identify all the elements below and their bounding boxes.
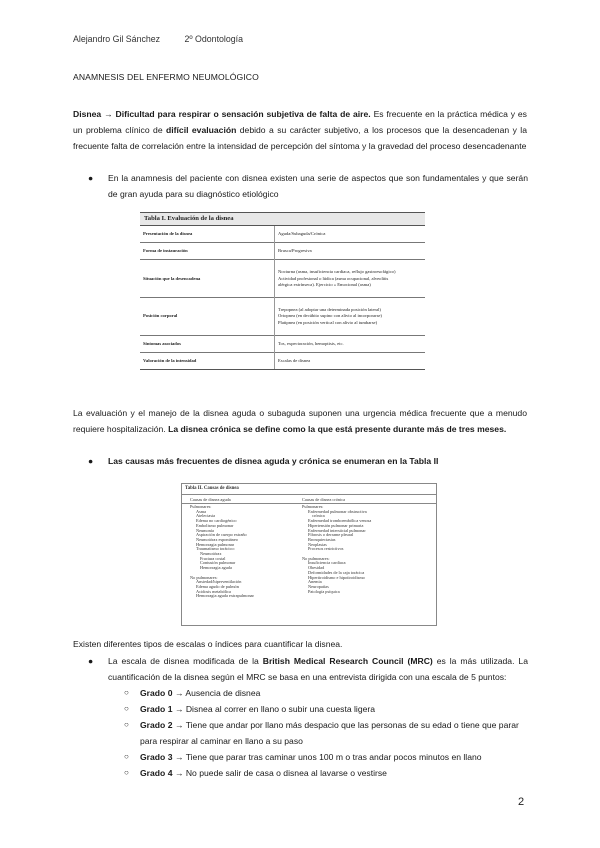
row-value: [275, 298, 426, 336]
dyspnea-term: Disnea → Dificultad para respirar o sensación subjetiva de falta de aire.: [73, 109, 371, 119]
bullet-list-3: [88, 653, 528, 781]
page-number: 2: [518, 796, 525, 808]
row-label: Situación que la desencadena: [140, 260, 275, 298]
cause-item: Fractura costal: [200, 555, 226, 561]
row-value: [275, 353, 426, 370]
cause-item: Edema agudo de pulmón: [196, 583, 239, 589]
sub-bullet-icon: ○: [124, 752, 129, 761]
scales-paragraph: Existen diferentes tipos de escalas o índices para cuantificar la disnea.: [73, 639, 343, 649]
mrc-grade-list: [108, 685, 528, 781]
grade-label: Grado 3: [140, 752, 173, 762]
cause-item: Contusión pulmonar: [200, 560, 236, 566]
cause-item: Enfermedad pulmonar obstructiva: [308, 508, 367, 514]
mrc-grade-item: [108, 765, 528, 781]
cause-item: Traumatismo torácico:: [196, 546, 235, 552]
evaluation-table: [140, 212, 425, 370]
paragraph-text: Es frecuente en la práctica médica y es un problema clínico de: [73, 109, 527, 135]
row-value: [275, 226, 426, 243]
cause-item: Bronquiectasias: [308, 536, 336, 542]
paragraph-text: debido a su carácter subjetivo, a los procesos que la desencadenan y la frecuente falta de correlación entre la intensidad de percepción del síntoma y la gravedad del proceso desencadenante: [73, 125, 527, 151]
cause-item: Enfermedad intersticial pulmonar: [308, 527, 366, 533]
table-row: [140, 243, 425, 260]
cause-item: Acidosis metabólica: [196, 588, 231, 594]
cause-item: Neuropatías: [308, 583, 329, 589]
chronic-causes-column: [302, 505, 371, 594]
column-header-chronic: Causas de disnea crónica: [302, 496, 346, 502]
bullet-text: La escala de disnea modificada de la: [108, 656, 263, 666]
dyspnea-definition-paragraph: [73, 106, 527, 154]
bullet-icon: ●: [88, 656, 94, 666]
grade-label: Grado 1: [140, 704, 173, 714]
row-label: Forma de instauración: [140, 243, 275, 260]
bullet-list-1: [88, 170, 528, 202]
mrc-grade-item: [108, 749, 528, 765]
cause-item: Deformidades de la caja torácica: [308, 569, 365, 575]
cause-item: Neumotórax: [200, 551, 222, 557]
cause-item: Neumonía: [196, 527, 214, 533]
grade-description: → Disnea al correr en llano o subir una cuesta ligera: [172, 704, 376, 714]
table-row: [140, 353, 425, 370]
row-value-line: Escalas de disnea: [278, 357, 311, 363]
grade-description: → No puede salir de casa o disnea al lavarse o vestirse: [172, 768, 387, 778]
row-value-line: Nocturna (asma, insuficiencia cardiaca, reflujo gastroesofágico): [278, 269, 396, 275]
bullet-icon: ●: [88, 173, 94, 183]
row-value: [275, 243, 426, 260]
acute-causes-column: [190, 505, 254, 599]
bullet-list-2: [88, 453, 528, 469]
row-label: Síntomas asociados: [140, 336, 275, 353]
grade-label: Grado 0: [140, 688, 173, 698]
cause-item: Pulmonares:: [190, 504, 212, 509]
acute-chronic-paragraph: [73, 405, 527, 437]
mrc-grade-item: [108, 717, 528, 749]
row-value: [275, 336, 426, 353]
row-value-line: Aguda/Subaguda/Crónica: [278, 231, 326, 237]
table-row: [140, 226, 425, 243]
cause-item: Hemorragia aguda: [200, 565, 232, 571]
cause-item: Edema no cardiogénico: [196, 518, 237, 524]
row-value: [275, 260, 426, 298]
bullet-text: Las causas más frecuentes de disnea aguda y crónica se enumeran en la Tabla II: [108, 456, 439, 466]
mrc-grade-item: [108, 685, 528, 701]
cause-item: Anemia: [308, 579, 322, 585]
cause-item: Neoplasias: [308, 541, 327, 547]
page-header: [73, 34, 265, 44]
cause-item: Enfermedad tromboembólica venosa: [308, 518, 372, 524]
bullet-text: es la más utilizada. La cuantificación de la disnea según el MRC se basa en una entrevista dirigida con una escala de 5 puntos:: [108, 656, 528, 682]
row-value-line: Actividad profesional o lúdica (asma ocupacional, alveolitis: [278, 275, 389, 281]
row-label: Presentación de la disnea: [140, 226, 275, 243]
cause-item: No pulmonares:: [190, 574, 218, 580]
section-title: ANAMNESIS DEL ENFERMO NEUMOLÓGICO: [73, 72, 259, 82]
cause-item: Pulmonares:: [302, 504, 324, 509]
cause-item: Atelectasia: [196, 513, 216, 519]
cause-item: No pulmonares:: [302, 555, 330, 561]
table-caption: Tabla I. Evaluación de la disnea: [140, 213, 425, 226]
bold-phrase: difícil evaluación: [166, 125, 237, 135]
bullet-text: En la anamnesis del paciente con disnea existen una serie de aspectos que son fundamentales y que serán de gran ayuda para su diagnóstico etiológico: [108, 173, 528, 199]
cause-item: Hemorragia aguda extrapulmonar: [196, 593, 254, 599]
bullet-icon: ●: [88, 456, 94, 466]
cause-item: Insuficiencia cardiaca: [308, 560, 346, 566]
cause-item: Hipertensión pulmonar primaria: [308, 522, 364, 528]
grade-description: → Tiene que andar por llano más despacio que las personas de su edad o tiene que parar para respirar al caminar en llano a su paso: [140, 720, 519, 746]
cause-item: Procesos restrictivos: [308, 546, 344, 552]
table-header-row: [182, 494, 436, 504]
sub-bullet-icon: ○: [124, 720, 129, 729]
sub-bullet-icon: ○: [124, 704, 129, 713]
grade-description: → Ausencia de disnea: [172, 688, 261, 698]
column-header-acute: Causas de disnea aguda: [190, 496, 231, 502]
paragraph-text: La evaluación y el manejo de la disnea aguda o subaguda suponen una urgencia médica frecuente que a menudo requiere hospitalización.: [73, 408, 527, 434]
cause-item: Ansiedad/hiperventilación: [196, 579, 242, 585]
row-value-line: Ortopnea (en decúbito supino con alivio al incorporarse): [278, 313, 382, 319]
mrc-grade-item: [108, 701, 528, 717]
causes-table: [181, 483, 437, 626]
row-value-line: Brusca/Progresiva: [278, 248, 312, 254]
author-name: Alejandro Gil Sánchez: [73, 34, 161, 44]
row-label: Posición corporal: [140, 298, 275, 336]
table-row: [140, 298, 425, 336]
chronic-definition: La disnea crónica se define como la que está presente durante más de tres meses.: [168, 424, 507, 434]
cause-item: Hipertiroidismo e hipotiroidismo: [308, 574, 365, 580]
cause-item: Aspiración de cuerpo extraño: [196, 532, 247, 538]
cause-item: Patología psíquica: [308, 588, 340, 594]
table-caption: Tabla II. Causas de disnea: [185, 486, 239, 491]
table-row: [140, 260, 425, 298]
sub-bullet-icon: ○: [124, 768, 129, 777]
list-item: [88, 653, 528, 781]
row-value-line: Platipnea (en posición vertical con alivio al tumbarse): [278, 319, 378, 325]
cause-item: Asma: [196, 508, 207, 514]
sub-bullet-icon: ○: [124, 688, 129, 697]
row-value-line: Trepopnea (al adoptar una determinada posición lateral): [278, 307, 381, 313]
table-row: [140, 336, 425, 353]
cause-item: Neumotórax espontáneo: [196, 536, 238, 542]
grade-label: Grado 2: [140, 720, 173, 730]
grade-description: → Tiene que parar tras caminar unos 100 m o tras andar pocos minutos en llano: [172, 752, 482, 762]
cause-item: Hemorragia pulmonar: [196, 541, 235, 547]
row-label: Valoración de la intensidad: [140, 353, 275, 370]
list-item: [88, 453, 528, 469]
cause-item: Obesidad: [308, 565, 325, 571]
grade-label: Grado 4: [140, 768, 173, 778]
cause-item: Embolismo pulmonar: [196, 522, 234, 528]
mrc-name: British Medical Research Council (MRC): [262, 656, 433, 666]
row-value-line: Tos, expectoración, hemoptisis, etc.: [278, 340, 344, 346]
cause-item: crónica: [312, 513, 325, 519]
cause-item: Fibrosis o derrame pleural: [308, 532, 354, 538]
list-item: [88, 170, 528, 202]
course-name: 2º Odontología: [184, 34, 243, 44]
row-value-line: alérgica extrínseca). Ejercicio » Emocional (asma): [278, 281, 371, 287]
